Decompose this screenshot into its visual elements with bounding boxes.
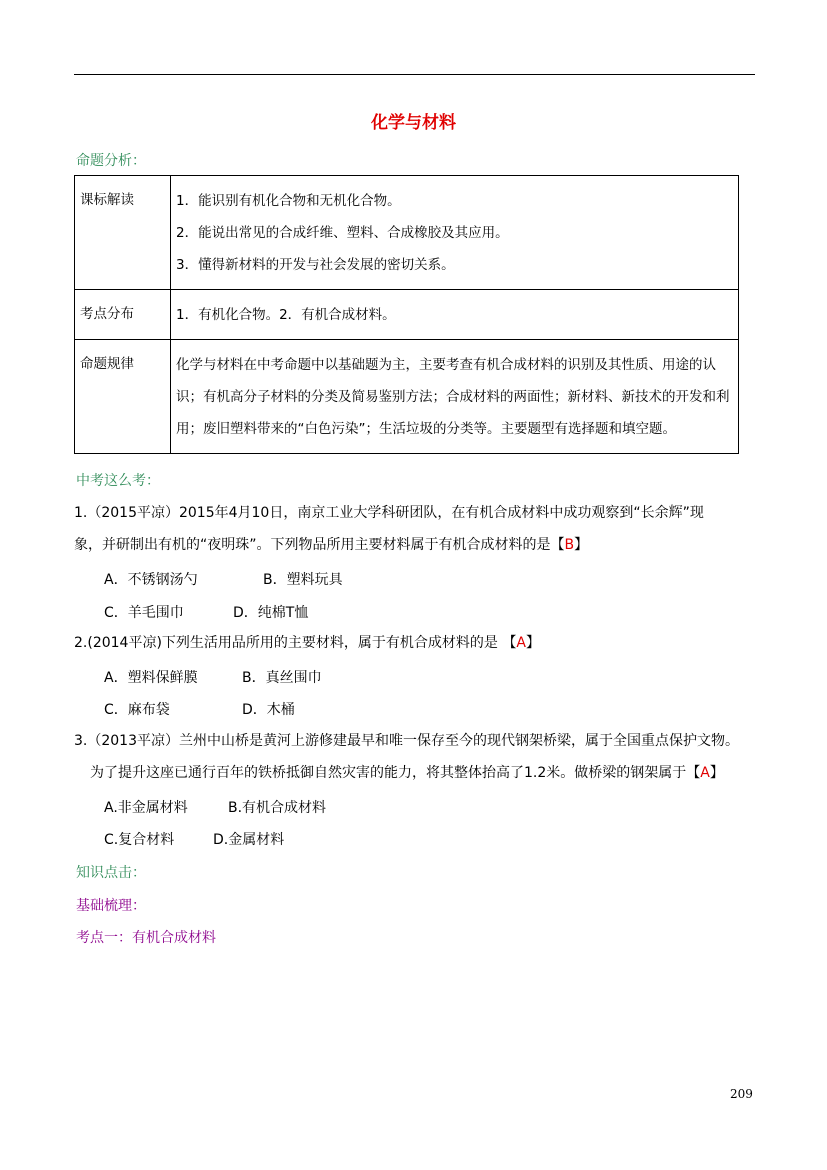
- question-3-line-2: [90, 757, 724, 789]
- answer-mark: A: [516, 635, 526, 651]
- question-text: 象，并研制出有机的“夜明珠”。下列物品所用主要材料属于有机合成材料的是【: [74, 537, 565, 553]
- question-3-line-1: 3.（2013平凉）兰州中山桥是黄河上游修建最早和唯一保存至今的现代钢架桥梁，属于全国重点保护文物。: [74, 733, 739, 749]
- question-text: 为了提升这座已通行百年的铁桥抵御自然灾害的能力，将其整体抬高了1.2米。做桥梁的钢架属于【: [90, 765, 701, 781]
- row-key: 考点分布: [75, 290, 171, 340]
- option: B.有机合成材料: [228, 800, 327, 816]
- option: D．木桶: [242, 702, 295, 718]
- row-key: 课标解读: [75, 176, 171, 290]
- table-row: [75, 290, 739, 340]
- header-rule: [74, 74, 755, 75]
- exam-heading: 中考这么考：: [76, 473, 160, 489]
- option: B．真丝围巾: [242, 670, 322, 686]
- bracket: 】: [574, 537, 589, 553]
- option: A．塑料保鲜膜: [104, 670, 198, 686]
- bracket: 】: [525, 635, 540, 651]
- option: D.金属材料: [213, 832, 285, 848]
- option: A.非金属材料: [104, 800, 188, 816]
- option: B．塑料玩具: [263, 572, 343, 588]
- question-1-line-2: [74, 529, 588, 561]
- list-item: 2．能说出常见的合成纤维、塑料、合成橡胶及其应用。: [176, 225, 509, 241]
- table-row: [75, 340, 739, 454]
- question-1-line-1: 1.（2015平凉）2015年4月10日，南京工业大学科研团队，在有机合成材料中成功观察到“长余辉”现: [74, 505, 704, 521]
- question-2: [74, 627, 540, 659]
- answer-mark: A: [700, 765, 710, 781]
- option: C．麻布袋: [104, 702, 170, 718]
- bracket: 】: [709, 765, 724, 781]
- answer-mark: B: [564, 537, 575, 553]
- row-value: 化学与材料在中考命题中以基础题为主，主要考查有机合成材料的识别及其性质、用途的认识；有机高分子材料的分类及简易鉴别方法；合成材料的两面性；新材料、新技术的开发和利用；废旧塑料带来的“白色污染”；生活垃圾的分类等。主要题型有选择题和填空题。: [171, 340, 739, 454]
- row-key: 命题规律: [75, 340, 171, 454]
- list-item: 3．懂得新材料的开发与社会发展的密切关系。: [176, 257, 455, 273]
- table-row: [75, 176, 739, 290]
- row-value: [171, 176, 739, 290]
- option: A．不锈钢汤勺: [104, 572, 198, 588]
- analysis-table: [74, 175, 739, 454]
- section-heading: 考点一：有机合成材料: [76, 930, 216, 946]
- analysis-heading: 命题分析：: [76, 153, 146, 169]
- option: C.复合材料: [104, 832, 175, 848]
- row-value: 1．有机化合物。2．有机合成材料。: [171, 290, 739, 340]
- basics-heading: 基础梳理：: [76, 898, 146, 914]
- list-item: 1．能识别有机化合物和无机化合物。: [176, 193, 401, 209]
- option: C．羊毛围巾: [104, 605, 184, 621]
- option: D．纯棉T恤: [233, 605, 309, 621]
- question-text: 2.(2014平凉)下列生活用品所用的主要材料，属于有机合成材料的是 【: [74, 635, 517, 651]
- page-number: 209: [730, 1087, 753, 1101]
- page-title: 化学与材料: [371, 113, 456, 133]
- knowledge-heading: 知识点击：: [76, 865, 146, 881]
